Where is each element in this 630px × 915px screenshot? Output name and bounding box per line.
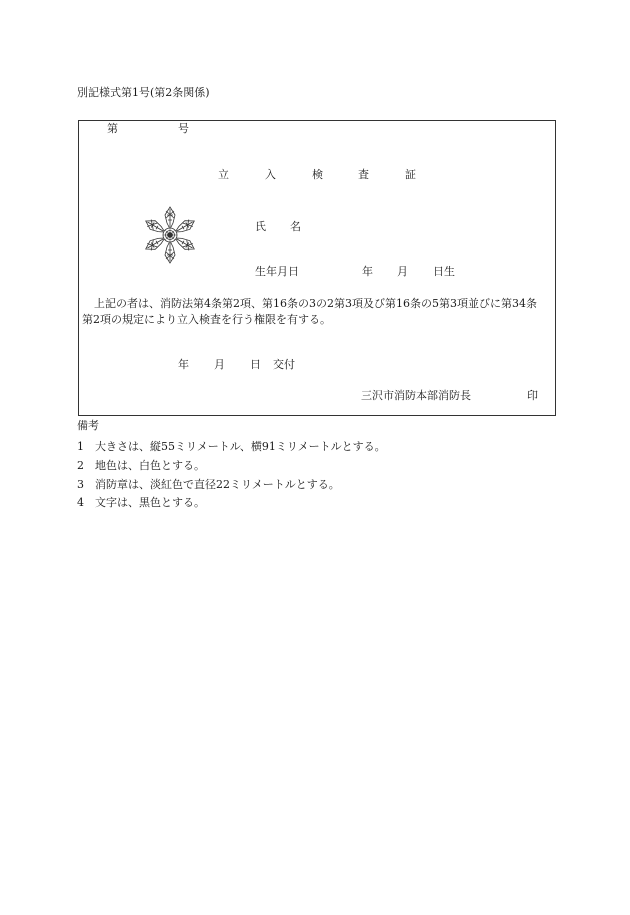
note-text: 大きさは、縦55ミリメートル、横91ミリメートルとする。	[95, 440, 386, 453]
note-text: 文字は、黒色とする。	[95, 496, 205, 509]
issue-day: 日	[250, 358, 261, 371]
birthdate-year: 年	[362, 265, 373, 278]
card-title-char-2: 入	[265, 168, 276, 181]
seal-mark: 印	[527, 389, 538, 402]
form-title: 別記様式第1号(第2条関係)	[77, 86, 210, 99]
notes-heading: 備考	[77, 419, 99, 432]
issue-label: 交付	[273, 358, 295, 371]
fire-department-emblem-icon	[141, 204, 199, 266]
note-number: 4	[77, 496, 84, 509]
statement-line-1: 上記の者は、消防法第4条第2項、第16条の3の2第3項及び第16条の5第3項並びに第34条	[94, 297, 537, 310]
name-label-char-2: 名	[290, 220, 301, 233]
note-number: 2	[77, 459, 84, 472]
birthdate-day: 日生	[433, 265, 455, 278]
statement-line-2: 第2項の規定により立入検査を行う権限を有する。	[82, 313, 331, 326]
issuer-name: 三沢市消防本部消防長	[361, 389, 471, 402]
name-label-char-1: 氏	[255, 220, 266, 233]
note-text: 消防章は、淡紅色で直径22ミリメートルとする。	[95, 478, 340, 491]
note-number: 1	[77, 440, 84, 453]
card-title-char-1: 立	[218, 168, 229, 181]
issue-year: 年	[178, 358, 189, 371]
birthdate-month: 月	[397, 265, 408, 278]
note-text: 地色は、白色とする。	[95, 459, 205, 472]
card-title-char-4: 査	[358, 168, 369, 181]
note-number: 3	[77, 478, 84, 491]
issue-month: 月	[214, 358, 225, 371]
card-number-go: 号	[178, 122, 189, 135]
card-title-char-5: 証	[405, 168, 416, 181]
inspection-card	[78, 120, 556, 416]
card-title-char-3: 検	[312, 168, 323, 181]
card-number-dai: 第	[107, 122, 118, 135]
birthdate-label: 生年月日	[255, 265, 299, 278]
